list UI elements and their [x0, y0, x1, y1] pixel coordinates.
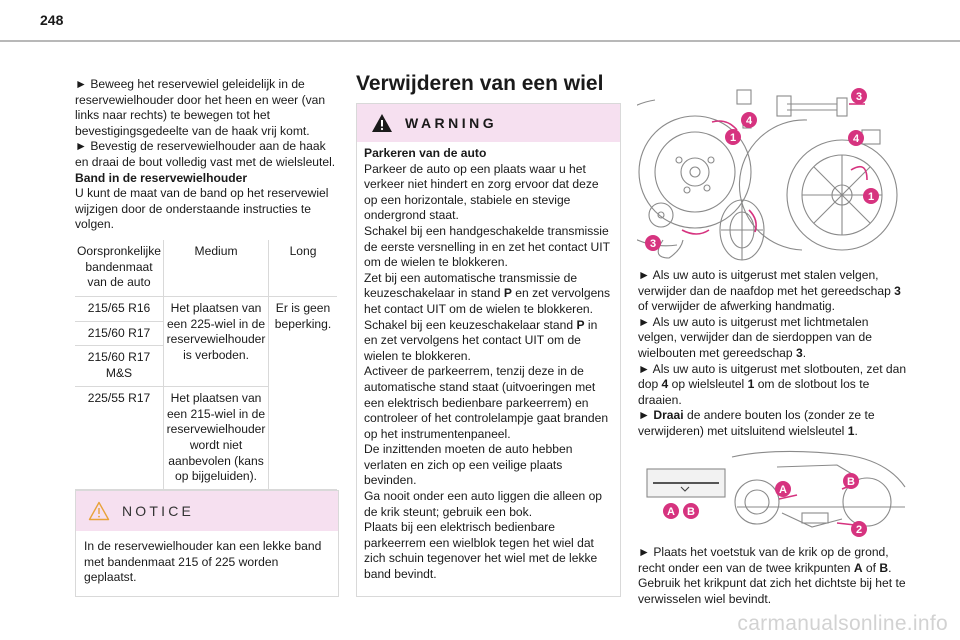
- warning-triangle-icon: [371, 113, 393, 133]
- bold-text: 1: [747, 377, 755, 392]
- notice-text: In de reservewielhouder kan een lekke band met bandenmaat 215 of 225 worden geplaatst.: [84, 539, 322, 585]
- bold-text: 1: [847, 423, 855, 438]
- table-header: Oorspronkelijke bandenmaat van de auto: [75, 240, 164, 297]
- callout-1: 1: [729, 132, 737, 144]
- text: of verwijder de afwerking handmatig.: [638, 299, 835, 314]
- paragraph: Activeer de parkeerrem, tenzij deze in de automatische stand staat (uitvoeringen met een elektrisch bedienbare parkeerrem) en controleer of het controlelampje gaat branden op het instrumentenpaneel.: [364, 364, 609, 441]
- table-cell: 215/60 R17 M&S: [75, 346, 164, 387]
- callout-3: 3: [649, 238, 657, 250]
- text: om de slotbout los te draaien.: [638, 377, 870, 407]
- text: Zet bij een automatische transmissie de keuzeschakelaar in stand: [364, 270, 578, 301]
- warning-heading: Parkeren van de auto: [364, 146, 487, 160]
- table-row: [75, 297, 337, 322]
- table-cell: 215/60 R17: [75, 321, 164, 346]
- paragraph: Ga nooit onder een auto liggen die alleen op de krik steunt; gebruik een bok.: [364, 489, 603, 519]
- paragraph: [364, 271, 614, 318]
- bold-text: P: [503, 286, 512, 301]
- section-title: Verwijderen van een wiel: [356, 72, 604, 95]
- warning-title: WARNING: [405, 115, 498, 131]
- callout-1: 1: [867, 191, 875, 203]
- paragraph: ► Bevestig de reservewielhouder aan de haak en draai de bout volledig vast met de wielsleutel.: [75, 139, 336, 169]
- notice-header: [76, 491, 338, 531]
- text: ►: [638, 408, 654, 423]
- text: ► Als uw auto is uitgerust met slotbouten, zet dan dop: [638, 361, 907, 392]
- watermark: carmanualsonline.info: [737, 612, 948, 635]
- paragraph: [638, 545, 908, 607]
- paragraph: [638, 362, 908, 409]
- callout-b: B: [847, 476, 855, 488]
- bold-text: Draai: [653, 408, 684, 423]
- bold-text: B: [879, 560, 889, 575]
- text: Schakel bij een keuzeschakelaar stand: [364, 317, 577, 332]
- table-cell: Het plaatsen van een 225-wiel in de reservewielhouder is verboden.: [164, 297, 269, 387]
- text: .: [854, 423, 858, 438]
- text: . Gebruik het krikpunt dat zich het dichtste bij het te verwisselen wiel bevindt.: [638, 560, 906, 606]
- text: ► Plaats het voetstuk van de krik op de grond, recht onder een van de twee krikpunten: [638, 545, 889, 575]
- paragraph: [364, 318, 614, 365]
- notice-box: [75, 490, 339, 597]
- text: of: [862, 560, 880, 575]
- page-number: 248: [40, 12, 64, 28]
- text: op wielsleutel: [668, 377, 748, 392]
- text: de andere bouten los (zonder ze te verwijderen) met uitsluitend wielsleutel: [638, 408, 875, 438]
- callout-4: 4: [745, 115, 753, 127]
- text: in en zet vervolgens het contact UIT om de wielen te blokkeren.: [364, 317, 598, 363]
- notice-triangle-icon: [88, 501, 110, 521]
- text: en zet vervolgens het contact UIT om de wielen te blokkeren.: [364, 286, 611, 316]
- wheel-removal-illustration: [637, 80, 907, 265]
- table-header-row: [75, 240, 337, 297]
- text: ► Als uw auto is uitgerust met lichtmetalen velgen, verwijder dan de sierdoppen van de wielbouten met gereedschap: [638, 314, 872, 360]
- bold-text: A: [853, 560, 863, 575]
- jack-placement-illustration: [637, 447, 907, 539]
- table-cell: Het plaatsen van een 215-wiel in de reservewielhouder wordt niet aanbevolen (kans op bijgeluiden).: [164, 387, 269, 490]
- table-cell: Er is geen beperking.: [269, 297, 337, 490]
- bold-text: 4: [661, 377, 669, 392]
- warning-box: [356, 103, 621, 597]
- left-column: [75, 77, 340, 233]
- subheading: Band in de reservewielhouder: [75, 170, 248, 185]
- notice-title: NOTICE: [122, 503, 195, 519]
- bold-text: P: [576, 317, 585, 332]
- paragraph: Plaats bij een elektrisch bedienbare parkeerrem een wielblok tegen het wiel dat zich schuin tegenover het wiel met de lekke band bevindt.: [364, 520, 598, 582]
- paragraph: De inzittenden moeten de auto hebben verlaten en zich op een veilige plaats bevinden.: [364, 442, 573, 488]
- callout-a: A: [667, 506, 675, 518]
- table-header: Medium: [164, 240, 269, 297]
- callout-b: B: [687, 506, 695, 518]
- header-divider: [0, 40, 960, 42]
- warning-body: [357, 142, 620, 583]
- paragraph: Schakel bij een handgeschakelde transmissie de eerste versnelling in en zet het contact UIT om de wielen te blokkeren.: [364, 223, 610, 270]
- right-column-steps: [638, 268, 908, 440]
- paragraph: [638, 268, 908, 315]
- tire-size-table: [75, 240, 337, 490]
- callout-a: A: [779, 484, 787, 496]
- bold-text: 3: [796, 345, 803, 360]
- paragraph: U kunt de maat van de band op het reservewiel wijzigen door de onderstaande instructies te volgen.: [75, 186, 329, 232]
- warning-header: [357, 104, 620, 142]
- table-cell: 225/55 R17: [75, 387, 164, 490]
- paragraph: [638, 315, 908, 362]
- text: ► Als uw auto is uitgerust met stalen velgen, verwijder dan de naafdop met het gereedschap: [638, 268, 895, 298]
- jack-step: [638, 545, 908, 607]
- text: .: [802, 345, 807, 360]
- callout-3: 3: [855, 91, 863, 103]
- table-cell: 215/65 R16: [75, 297, 164, 322]
- callout-2: 2: [855, 524, 863, 536]
- paragraph: ► Beweeg het reservewiel geleidelijk in de reservewielhouder door het heen en weer (van links naar rechts) te bewegen tot het bevestigingsgedeelte van de haak vrij komt.: [75, 77, 326, 138]
- bold-text: 3: [894, 283, 901, 298]
- paragraph: Parkeer de auto op een plaats waar u het verkeer niet hindert en zorg ervoor dat deze op een horizontale, stabiele en stevige ondergrond staat.: [364, 161, 599, 223]
- table-header: Long: [269, 240, 337, 297]
- callout-4: 4: [852, 133, 860, 145]
- paragraph: [638, 408, 908, 439]
